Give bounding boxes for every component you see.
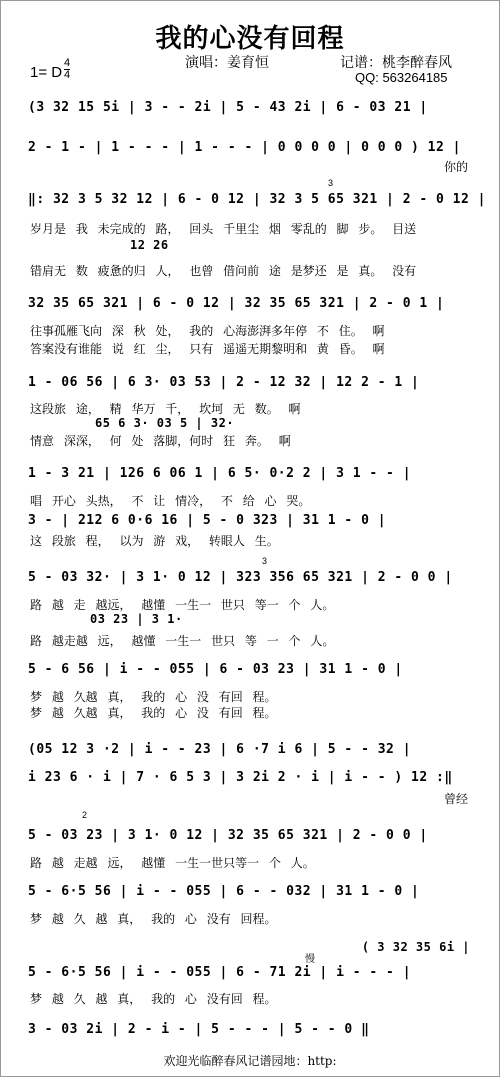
notation-line: 2 - 1 - | 1 - - - | 1 - - - | 0 0 0 0 | 0 0 0 ) 12 |: [28, 140, 461, 155]
lyric-line: 唱 开心 头热， 不 让 情冷， 不 给 心 哭。: [30, 494, 311, 508]
lyric-line: 路 越走越 远， 越懂 一生一 世只 等 一 个 人。: [30, 634, 335, 648]
lyric-line: 梦 越 久越 真， 我的 心 没 有回 程。: [30, 706, 277, 720]
notation-line: 5 - 6·5 56 | i - - 055 | 6 - 71 2i | i - - - |: [28, 965, 412, 980]
lyric-line: 岁月是 我 未完成的 路， 回头 千里尘 烟 零乱的 脚 步。 目送: [30, 222, 417, 236]
notation-line: (3 32 15 5i | 3 - - 2i | 5 - 43 2i | 6 - 03 21 |: [28, 100, 428, 115]
notation-line: 32 35 65 321 | 6 - 0 12 | 32 35 65 321 | 2 - 0 1 |: [28, 296, 445, 311]
pickup-lyric: 曾经: [443, 792, 468, 806]
notation-line: 5 - 03 23 | 3 1· 0 12 | 32 35 65 321 | 2 - 0 0 |: [28, 828, 428, 843]
lyric-line: 梦 越 久越 真， 我的 心 没 有回 程。: [30, 690, 277, 704]
notation-line: 3 - | 212 6 0·6 16 | 5 - 0 323 | 31 1 - 0 |: [28, 513, 387, 528]
footer-text: 欢迎光临醉春风记谱园地：http:: [163, 1054, 337, 1068]
notation-line: (05 12 3 ·2 | i - - 23 | 6 ·7 i 6 | 5 - - 32 |: [28, 742, 412, 757]
alternate-notation-line: 12 26: [130, 238, 169, 252]
triplet-mark: 3: [328, 178, 334, 188]
notation-line: ‖: 32 3 5 32 12 | 6 - 0 12 | 32 3 5 65 321 | 2 - 0 12 |: [28, 192, 486, 207]
lyric-line: 梦 越 久 越 真， 我的 心 没有回 程。: [30, 992, 277, 1006]
song-title: 我的心没有回程: [155, 24, 345, 54]
lyric-line: 错肩无 数 疲惫的归 人， 也曾 借问前 途 是梦还 是 真。 没有: [30, 264, 417, 278]
time-signature-top: 4: [64, 57, 71, 69]
notation-line: 5 - 6 56 | i - - 055 | 6 - 03 23 | 31 1 - 0 |: [28, 662, 403, 677]
notation-line: 5 - 03 32· | 3 1· 0 12 | 323 356 65 321 | 2 - 0 0 |: [28, 570, 453, 585]
slow-mark: 慢: [305, 954, 315, 965]
time-signature-bottom: 4: [64, 69, 71, 81]
lyric-line: 情意 深深， 何 处 落脚，何时 狂 奔。 啊: [30, 434, 291, 448]
pickup-notation-line: ( 3 32 35 6i |: [361, 940, 470, 954]
lyric-line: 这 段旅 程， 以为 游 戏， 转眼人 生。: [30, 534, 279, 548]
time-signature: [64, 58, 70, 81]
pickup-lyric: 你的: [443, 160, 468, 174]
alternate-notation-line: 03 23 | 3 1·: [90, 612, 183, 626]
alternate-notation-line: 65 6 3· 03 5 | 32·: [95, 416, 235, 430]
rest-count-mark: 2: [82, 810, 88, 820]
lyric-line: 路 越 走越 远， 越懂 一生一世只等一 个 人。: [30, 856, 315, 870]
notation-line: 1 - 3 21 | 126 6 06 1 | 6 5· 0·2 2 | 3 1 - - |: [28, 466, 412, 481]
lyric-line: 梦 越 久 越 真， 我的 心 没有 回程。: [30, 912, 277, 926]
lyric-line: 答案没有谁能 说 红 尘， 只有 遥遥无期黎明和 黄 昏。 啊: [30, 342, 385, 356]
key-signature: 1= D: [30, 64, 63, 81]
lyric-line: 路 越 走 越远， 越懂 一生一 世只 等一 个 人。: [30, 598, 335, 612]
notation-line: 1 - 06 56 | 6 3· 03 53 | 2 - 12 32 | 12 2 - 1 |: [28, 375, 420, 390]
qq-number: QQ: 563264185: [355, 70, 448, 85]
lyric-line: 这段旅 途， 精 华万 千， 坎坷 无 数。 啊: [30, 402, 301, 416]
lyric-line: 往事孤雁飞向 深 秋 处， 我的 心海澎湃多年停 不 住。 啊: [30, 324, 385, 338]
notation-line: i 23 6 · i | 7 · 6 5 3 | 3 2i 2 · i | i - - ) 12 :‖: [28, 770, 453, 785]
notation-line: 5 - 6·5 56 | i - - 055 | 6 - - 032 | 31 1 - 0 |: [28, 884, 420, 899]
transcriber-credit: 记谱：桃李醉春风: [340, 55, 452, 71]
singer-credit: 演唱：姜育恒: [185, 55, 269, 71]
notation-line: 3 - 03 2i | 2 - i - | 5 - - - | 5 - - 0 ‖: [28, 1022, 370, 1037]
triplet-mark: 3: [262, 556, 268, 566]
